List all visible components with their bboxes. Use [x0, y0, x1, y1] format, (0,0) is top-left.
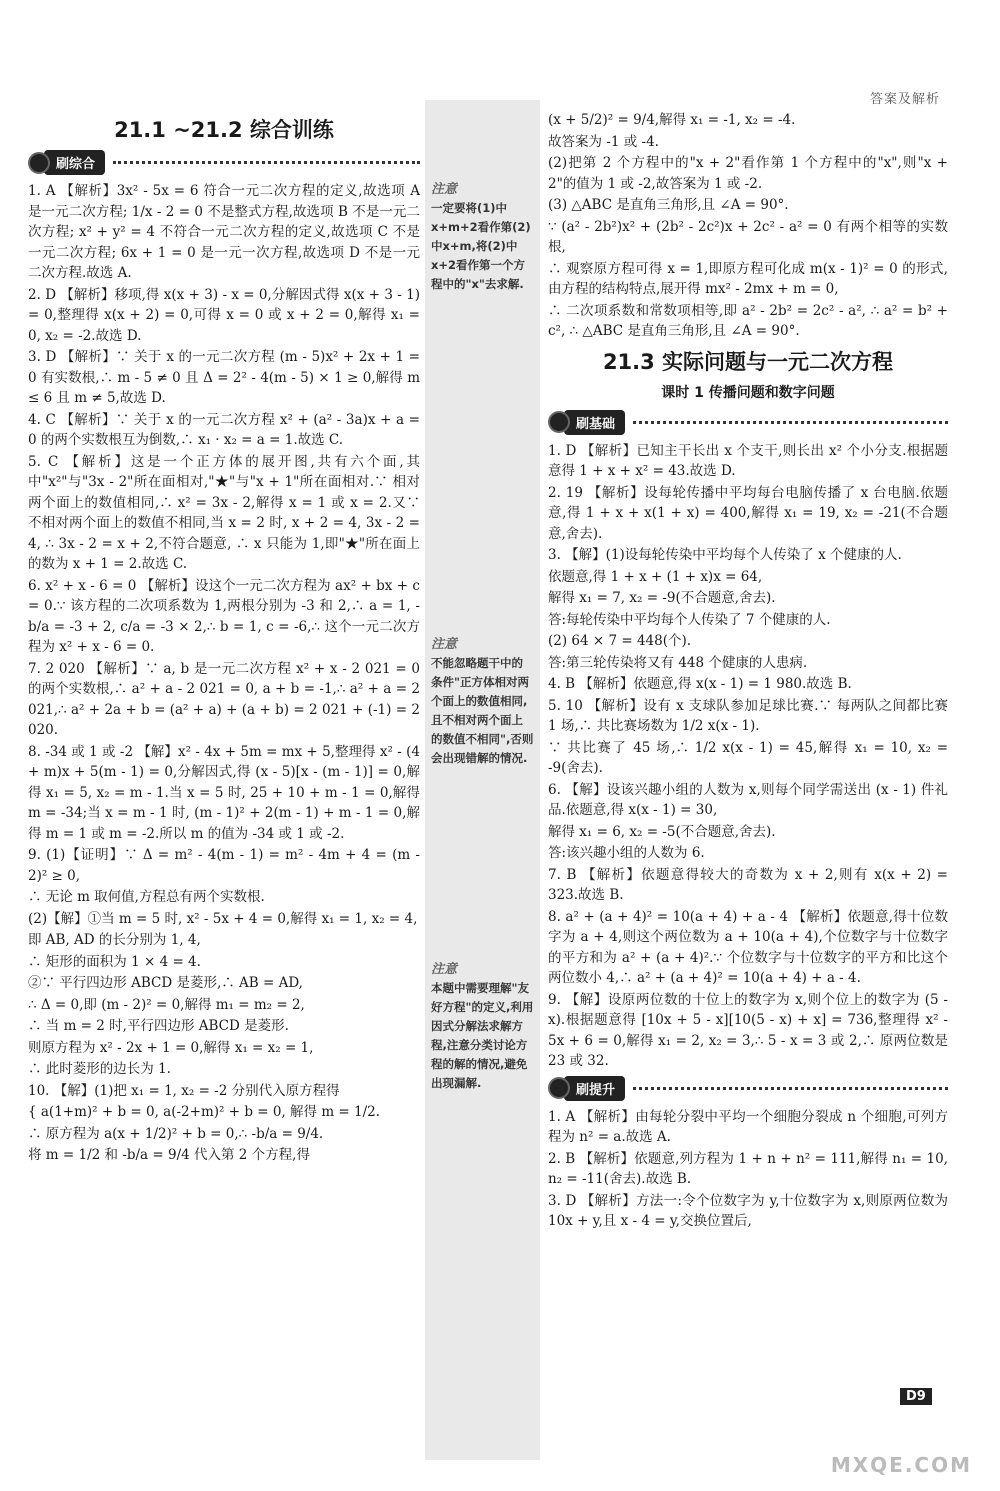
note-text: 不能忽略题干中的条件"正方体相对两个面上的数值相同,且不相对两个面上的数值不相同",否则会出现错解的情况. [431, 656, 534, 765]
answer-item: (2)把第 2 个方程中的"x + 2"看作第 1 个方程中的"x",则"x + 2"的值为 1 或 -2,故答案为 1 或 -2. [548, 155, 948, 192]
answer-item: 6. x² + x - 6 = 0 【解析】设这个一元二次方程为 ax² + bx + c = 0.∵ 该方程的二次项系数为 1,两根分别为 -3 和 2,∴ a = 1, -b/a = -3 + 2, c/a = -3 × 2,∴ b = 1, c = -6,∴ 这个一元二次方程为 x² + x - 6 = 0. [28, 577, 420, 655]
answer-list [548, 1107, 948, 1232]
left-column [28, 110, 420, 1167]
answer-item: 9. (1)【证明】∵ Δ = m² - 4(m - 1) = m² - 4m + 4 = (m - 2)² ≥ 0, [28, 847, 420, 884]
answer-item: (x + 5/2)² = 9/4,解得 x₁ = -1, x₂ = -4. [548, 112, 796, 128]
answer-item: 5. C 【解析】这是一个正方体的展开图,共有六个面,其中"x²"与"3x - 2"所在面相对,"★"与"x + 1"所在面相对.∵ 相对两个面上的数值相同,∴ x² = 3x - 2,解得 x = 1 或 x = 2.又∵ 不相对两个面上的数值不相同,当 x = 2 时, x + 2 = 4, 3x - 2 = 4, ∴ 3x - 2 = x + 2,不符合题意, ∴ x 只能为 1,即"★"所在面上的数为 x + 1 = 2.故选 C. [28, 453, 420, 572]
dotted-divider [633, 1087, 948, 1090]
answer-item: ∵ 共比赛了 45 场,∴ 1/2 x(x - 1) = 45,解得 x₁ = 10, x₂ = -9(舍去). [548, 739, 948, 776]
note-heading: 注意 [431, 962, 458, 977]
answer-item: ∴ 当 m = 2 时,平行四边形 ABCD 是菱形. [28, 1018, 289, 1034]
answer-item: 2. D 【解析】移项,得 x(x + 3) - x = 0,分解因式得 x(x + 3 - 1) = 0,整理得 x(x + 2) = 0,可得 x = 0 或 x + 2 = 0,解得 x₁ = 0, x₂ = -2.故选 D. [28, 286, 420, 344]
watermark: MXQE.COM [830, 1453, 972, 1477]
answer-item: { a(1+m)² + b = 0, a(-2+m)² + b = 0, 解得 m = 1/2. [28, 1104, 381, 1120]
answer-item: 将 m = 1/2 和 -b/a = 9/4 代入第 2 个方程,得 [28, 1147, 310, 1163]
answer-item: 答:每轮传染中平均每个人传染了 7 个健康的人. [548, 611, 831, 628]
answer-item: ∴ 二次项系数和常数项相等,即 a² - 2b² = 2c² - a², ∴ a² = b² + c², ∴ △ABC 是直角三角形,且 ∠A = 90°. [548, 302, 948, 339]
answer-item: 1. A 【解析】由每轮分裂中平均一个细胞分裂成 n 个细胞,可列方程为 n² = a.故选 A. [548, 1108, 948, 1145]
answer-item: 答:该兴趣小组的人数为 6. [548, 845, 705, 861]
answer-item: ∴ 观察原方程可得 x = 1,即原方程可化成 m(x - 1)² = 0 的形式,由方程的结构特点,展开得 mx² - 2mx + m = 0, [548, 260, 948, 297]
answer-item: 7. B 【解析】依题意得较大的奇数为 x + 2,则有 x(x + 2) = 323.故选 B. [548, 866, 948, 903]
brush-icon [548, 411, 570, 433]
section-tag [548, 410, 948, 435]
answer-item: 依题意,得 1 + x + (1 + x)x = 64, [548, 568, 763, 585]
page-number: D9 [900, 1388, 932, 1405]
lesson-subtitle: 课时 1 传播问题和数字问题 [661, 384, 835, 401]
note-heading: 注意 [431, 637, 458, 652]
answer-item: (2)【解】①当 m = 5 时, x² - 5x + 4 = 0,解得 x₁ = 1, x₂ = 4, [28, 910, 418, 927]
answer-item: 6. 【解】设该兴趣小组的人数为 x,则每个同学需送出 (x - 1) 件礼品.依题意,得 x(x - 1) = 30, [548, 781, 948, 818]
tag-label: 刷综合 [44, 150, 105, 175]
answer-item: 故答案为 -1 或 -4. [548, 133, 659, 150]
side-note [431, 960, 534, 1093]
answer-item: 则原方程为 x² - 2x + 1 = 0,解得 x₁ = x₂ = 1, [28, 1039, 314, 1056]
dotted-divider [633, 421, 948, 424]
answer-item: 1. A 【解析】3x² - 5x = 6 符合一元二次方程的定义,故选项 A 是一元二次方程; 1/x - 2 = 0 不是整式方程,故选项 B 不是一元二次方程; x² + y² = 4 不符合一元二次方程的定义,故选项 C 不是一元二次方程; 6x + 1 = 0 是一元一次方程,故选项 D 不是一元二次方程.故选 A. [28, 183, 420, 281]
dotted-divider [113, 161, 420, 164]
note-heading: 注意 [431, 182, 458, 197]
note-text: 本题中需要理解"友好方程"的定义,利用因式分解法求解方程,注意分类讨论方程的解的情况,避免出现漏解. [431, 981, 534, 1090]
answer-list [28, 181, 420, 1166]
answer-item: 答:第三轮传染将又有 448 个健康的人患病. [548, 654, 808, 671]
answer-item: 8. -34 或 1 或 -2 【解】x² - 4x + 5m = mx + 5,整理得 x² - (4 + m)x + 5(m - 1) = 0,分解因式,得 (x - 5)[x - (m - 1)] = 0,解得 x₁ = 5, x₂ = m - 1.当 x = 5 时, 25 + 10 + m - 1 = 0,解得 m = -34;当 x = m - 1 时, (m - 1)² + 2(m - 1) + m - 1 = 0,解得 m = 1 或 m = -2.所以 m 的值为 -34 或 1 或 -2. [28, 743, 420, 842]
right-column [548, 110, 948, 1233]
answer-list [548, 441, 948, 1072]
answer-item: 4. C 【解析】∵ 关于 x 的一元二次方程 x² + (a² - 3a)x + a = 0 的两个实数根互为倒数,∴ x₁ · x₂ = a = 1.故选 C. [28, 411, 420, 448]
brush-icon [548, 1077, 570, 1099]
answer-item: 1. D 【解析】已知主干长出 x 个支干,则长出 x² 个小分支.根据题意得 1 + x + x² = 43.故选 D. [548, 442, 948, 479]
answer-item: ∴ 无论 m 取何值,方程总有两个实数根. [28, 889, 265, 905]
answer-item: ∴ 此时菱形的边长为 1. [28, 1061, 171, 1077]
answer-item: ②∵ 平行四边形 ABCD 是菱形,∴ AB = AD, [28, 975, 303, 991]
section-title: 21.3 实际问题与一元二次方程 [602, 349, 894, 374]
note-text: 一定要将(1)中x+m+2看作第(2)中x+m,将(2)中x+2看作第一个方程中的"x"去求解. [431, 201, 531, 291]
answer-item: 2. B 【解析】依题意,列方程为 1 + n + n² = 111,解得 n₁ = 10, n₂ = -11(舍去).故选 B. [548, 1150, 948, 1187]
answer-item: (3) △ABC 是直角三角形,且 ∠A = 90°. [548, 197, 789, 213]
section-tag [548, 1076, 948, 1101]
side-note [431, 635, 534, 768]
answer-item: ∴ 矩形的面积为 1 × 4 = 4. [28, 953, 201, 970]
answer-item: 7. 2 020 【解析】∵ a, b 是一元二次方程 x² + x - 2 021 = 0 的两个实数根,∴ a² + a - 2 021 = 0, a + b = -1,∴ a² + a = 2 021,∴ a² + 2a + b = (a² + a) + (a + b) = 2 021 + (-1) = 2 020. [28, 660, 420, 738]
answer-item: ∴ Δ = 0,即 (m - 2)² = 0,解得 m₁ = m₂ = 2, [28, 996, 305, 1013]
answer-item: (2) 64 × 7 = 448(个). [548, 633, 692, 649]
answer-item: 3. D 【解析】方法一:令个位数字为 y,十位数字为 x,则原两位数为 10x + y,且 x - 4 = y,交换位置后, [548, 1192, 948, 1229]
answer-item: 即 AB, AD 的长分别为 1, 4, [28, 932, 201, 948]
tag-label: 刷基础 [564, 410, 625, 435]
page-header: 答案及解析 [869, 92, 940, 107]
answer-item: 2. 19 【解析】设每轮传播中平均每台电脑传播了 x 台电脑.依题意,得 1 + x + x(1 + x) = 400,解得 x₁ = 19, x₂ = -21(不合题意,舍去). [548, 484, 948, 542]
side-note [431, 180, 534, 294]
section-title: 21.1 ~21.2 综合训练 [114, 118, 334, 142]
answer-item: 4. B 【解析】依题意,得 x(x - 1) = 1 980.故选 B. [548, 676, 852, 692]
side-notes-column [425, 100, 540, 1460]
section-tag [28, 150, 420, 175]
answer-item: 9. 【解】设原两位数的十位上的数字为 x,则个位上的数字为 (5 - x).根据题意得 [10x + 5 - x][10(5 - x) + x] = 736,整理得 x² - 5x + 6 = 0,解得 x₁ = 2, x₂ = 3,∴ 5 - x = 3 或 2,∴ 原两位数是 23 或 32. [548, 991, 948, 1069]
answer-item: 解得 x₁ = 7, x₂ = -9(不合题意,舍去). [548, 590, 776, 606]
answer-item: ∵ (a² - 2b²)x² + (2b² - 2c²)x + 2c² - a² = 0 有两个相等的实数根, [548, 218, 948, 255]
answer-item: 3. D 【解析】∵ 关于 x 的一元二次方程 (m - 5)x² + 2x + 1 = 0 有实数根,∴ m - 5 ≠ 0 且 Δ = 2² - 4(m - 5) × 1 ≥ 0,解得 m ≤ 6 且 m ≠ 5,故选 D. [28, 349, 420, 406]
answer-item: 5. 10 【解析】设有 x 支球队参加足球比赛.∵ 每两队之间都比赛 1 场,∴ 共比赛场数为 1/2 x(x - 1). [548, 697, 948, 734]
answer-item: 10. 【解】(1)把 x₁ = 1, x₂ = -2 分别代入原方程得 [28, 1082, 340, 1099]
answer-item: 8. a² + (a + 4)² = 10(a + 4) + a - 4 【解析】依题意,得十位数字为 a + 4,则这个两位数为 a + 10(a + 4),个位数字与十位数字的平方和为 a² + (a + 4)².∵ 个位数字与十位数字的平方和比这个两位数小 4,∴ a² + (a + 4)² = 10(a + 4) + a - 4. [548, 908, 948, 986]
brush-icon [28, 152, 50, 174]
answer-item: 解得 x₁ = 6, x₂ = -5(不合题意,舍去). [548, 823, 776, 840]
continued-answer [548, 110, 948, 342]
answer-item: ∴ 原方程为 a(x + 1/2)² + b = 0,∴ -b/a = 9/4. [28, 1125, 324, 1142]
answer-item: 3. 【解】(1)设每轮传染中平均每个人传染了 x 个健康的人. [548, 547, 902, 563]
tag-label: 刷提升 [564, 1076, 625, 1101]
